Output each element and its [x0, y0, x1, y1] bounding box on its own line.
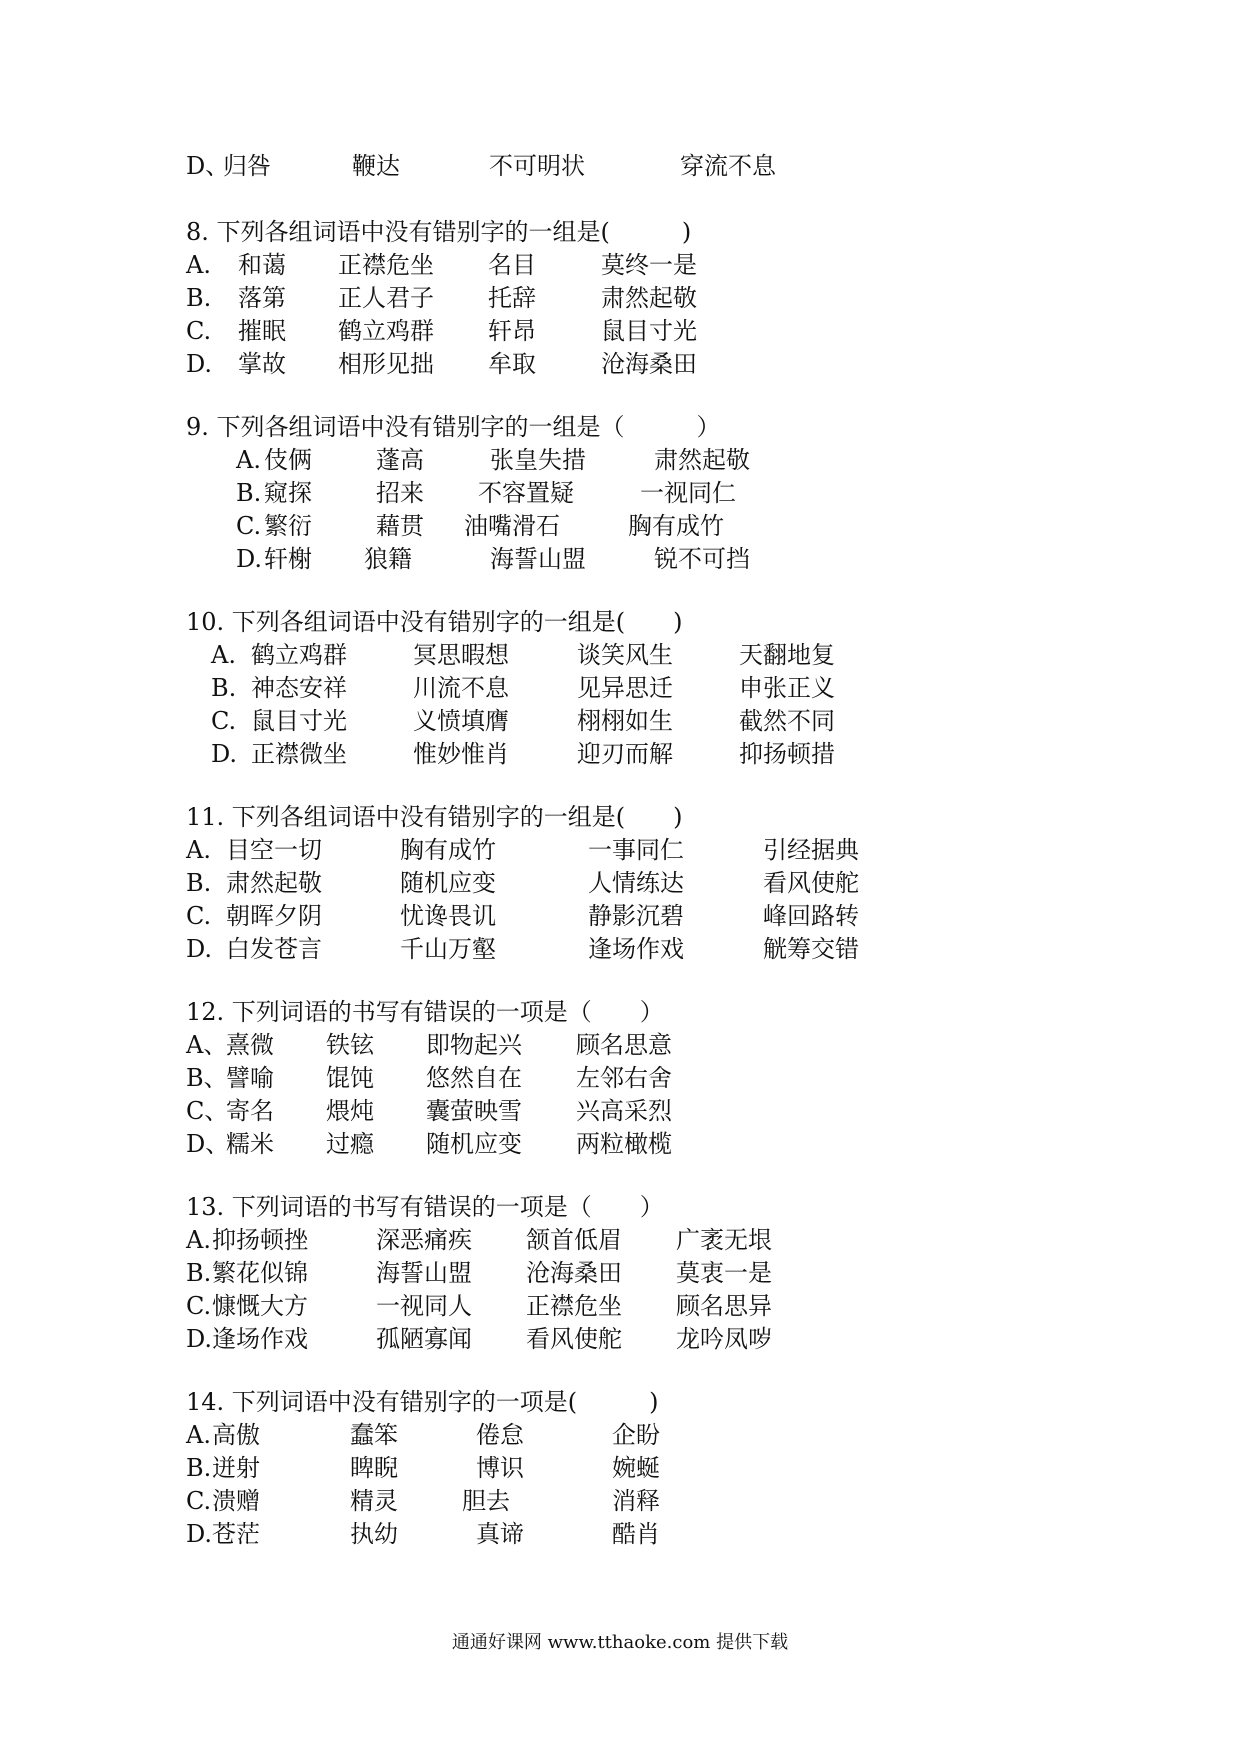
option-word: 深恶痛疾 — [376, 1226, 472, 1254]
option-word: 正襟危坐 — [526, 1292, 622, 1320]
option-label: C. — [186, 902, 212, 930]
option-word: 名目 — [488, 251, 536, 279]
option-word: 招来 — [376, 479, 424, 507]
option-word: 即物起兴 — [426, 1031, 522, 1059]
option-word: 颔首低眉 — [526, 1226, 622, 1254]
option-label: A. — [186, 251, 211, 279]
option-word: 锐不可挡 — [654, 545, 750, 573]
option-label: D. — [211, 740, 238, 768]
option-word: 落第 — [238, 284, 286, 312]
option-word: 肃然起敬 — [601, 284, 697, 312]
option-label: A. — [186, 1421, 211, 1449]
option-word: 见异思迁 — [577, 674, 673, 702]
option-word: 寄名 — [226, 1097, 274, 1125]
option-word: 熹微 — [226, 1031, 274, 1059]
option-word: 顾名思异 — [676, 1292, 772, 1320]
option-word: 沧海桑田 — [601, 350, 697, 378]
option-label: B. — [186, 1454, 212, 1482]
option-line-top — [186, 150, 1086, 182]
option-line — [186, 1062, 1086, 1094]
option-word: 随机应变 — [400, 869, 496, 897]
option-label: D. — [186, 1520, 213, 1548]
option-word: 白发苍言 — [226, 935, 322, 963]
option-line — [186, 900, 1086, 932]
option-word: 龙吟凤哕 — [676, 1325, 772, 1353]
option-word: 惟妙惟肖 — [413, 740, 509, 768]
option-label: C、 — [186, 1097, 229, 1125]
option-word: 胆去 — [462, 1487, 510, 1515]
option-word: 一事同仁 — [588, 836, 684, 864]
option-label: B. — [211, 674, 237, 702]
option-word: 正襟微坐 — [251, 740, 347, 768]
option-line — [186, 282, 1086, 314]
option-label: C. — [236, 512, 262, 540]
option-label: B. — [186, 284, 212, 312]
option-word: 蠢笨 — [350, 1421, 398, 1449]
option-label: D、 — [186, 1130, 230, 1158]
question-title: 12. 下列词语的书写有错误的一项是（ ） — [186, 998, 664, 1026]
option-word: 看风使舵 — [763, 869, 859, 897]
option-word: 一视同人 — [376, 1292, 472, 1320]
option-line — [186, 249, 1086, 281]
option-word: 企盼 — [612, 1421, 660, 1449]
option-word: 申张正义 — [739, 674, 835, 702]
option-word: 鹤立鸡群 — [251, 641, 347, 669]
option-word: 酷肖 — [612, 1520, 660, 1548]
option-word: 目空一切 — [226, 836, 322, 864]
option-label: C. — [186, 1292, 212, 1320]
option-word: 沧海桑田 — [526, 1259, 622, 1287]
option-line — [186, 1224, 1086, 1256]
option-word: 轩榭 — [264, 545, 312, 573]
option-word: 兴高采烈 — [576, 1097, 672, 1125]
option-word: 譬喻 — [226, 1064, 274, 1092]
option-word: 睥睨 — [350, 1454, 398, 1482]
option-line — [186, 1290, 1086, 1322]
option-word: 繁衍 — [264, 512, 312, 540]
option-line — [186, 315, 1086, 347]
option-word: 悠然自在 — [426, 1064, 522, 1092]
option-word: 归咎 — [223, 152, 271, 180]
option-word: 肃然起敬 — [226, 869, 322, 897]
option-label: C. — [211, 707, 237, 735]
option-label: D. — [186, 1325, 213, 1353]
option-word: 鼠目寸光 — [601, 317, 697, 345]
option-word: 蓬高 — [376, 446, 424, 474]
option-word: 随机应变 — [426, 1130, 522, 1158]
option-line — [211, 705, 1086, 737]
option-word: 托辞 — [488, 284, 536, 312]
option-word: 煨炖 — [326, 1097, 374, 1125]
option-label: A. — [186, 1226, 211, 1254]
option-word: 慷慨大方 — [212, 1292, 308, 1320]
option-word: 正人君子 — [338, 284, 434, 312]
option-label: B、 — [186, 1064, 228, 1092]
option-line — [211, 738, 1086, 770]
option-line — [186, 834, 1086, 866]
option-label: C. — [186, 1487, 212, 1515]
option-word: 狼籍 — [364, 545, 412, 573]
option-word: 两粒橄榄 — [576, 1130, 672, 1158]
option-word: 糯米 — [226, 1130, 274, 1158]
option-word: 顾名思意 — [576, 1031, 672, 1059]
option-word: 肃然起敬 — [654, 446, 750, 474]
option-word: 轩昂 — [488, 317, 536, 345]
option-word: 义愤填膺 — [413, 707, 509, 735]
option-word: 高傲 — [212, 1421, 260, 1449]
option-word: 左邻右舍 — [576, 1064, 672, 1092]
option-word: 不可明状 — [489, 152, 585, 180]
option-line — [186, 1095, 1086, 1127]
option-word: 截然不同 — [739, 707, 835, 735]
option-word: 抑扬顿挫 — [212, 1226, 308, 1254]
option-line — [186, 1518, 1086, 1550]
option-word: 婉蜒 — [612, 1454, 660, 1482]
option-word: 铁铉 — [326, 1031, 374, 1059]
option-word: 消释 — [612, 1487, 660, 1515]
option-line — [186, 1323, 1086, 1355]
option-word: 掌故 — [238, 350, 286, 378]
option-word: 广袤无垠 — [676, 1226, 772, 1254]
option-word: 峰回路转 — [763, 902, 859, 930]
option-word: 胸有成竹 — [628, 512, 724, 540]
option-label: A. — [186, 836, 211, 864]
option-word: 朝晖夕阴 — [226, 902, 322, 930]
option-word: 真谛 — [476, 1520, 524, 1548]
option-word: 鞭达 — [352, 152, 400, 180]
option-line — [236, 510, 1086, 542]
option-word: 看风使舵 — [526, 1325, 622, 1353]
option-line — [236, 444, 1086, 476]
option-line — [186, 1257, 1086, 1289]
option-word: 精灵 — [350, 1487, 398, 1515]
option-word: 伎俩 — [264, 446, 312, 474]
option-word: 逢场作戏 — [588, 935, 684, 963]
option-word: 静影沉碧 — [588, 902, 684, 930]
question-title: 14. 下列词语中没有错别字的一项是( ) — [186, 1388, 659, 1416]
option-line — [186, 1419, 1086, 1451]
option-word: 迎刃而解 — [577, 740, 673, 768]
option-word: 一视同仁 — [640, 479, 736, 507]
option-line — [186, 348, 1086, 380]
option-word: 神态安祥 — [251, 674, 347, 702]
option-word: 鹤立鸡群 — [338, 317, 434, 345]
option-word: 千山万壑 — [400, 935, 496, 963]
page-footer: 通通好课网 www.tthaoke.com 提供下载 — [451, 1632, 789, 1653]
question-title: 9. 下列各组词语中没有错别字的一组是（ ） — [186, 413, 721, 441]
option-word: 天翻地复 — [739, 641, 835, 669]
option-word: 冥思暇想 — [413, 641, 509, 669]
option-word: 不容置疑 — [478, 479, 574, 507]
option-word: 牟取 — [488, 350, 536, 378]
option-label: C. — [186, 317, 212, 345]
option-word: 和蔼 — [238, 251, 286, 279]
option-word: 孤陋寡闻 — [376, 1325, 472, 1353]
option-word: 胸有成竹 — [400, 836, 496, 864]
option-label: D. — [186, 350, 213, 378]
option-word: 博识 — [476, 1454, 524, 1482]
option-word: 摧眠 — [238, 317, 286, 345]
option-line — [211, 639, 1086, 671]
option-word: 鼠目寸光 — [251, 707, 347, 735]
option-line — [186, 1452, 1086, 1484]
question-title: 13. 下列词语的书写有错误的一项是（ ） — [186, 1193, 664, 1221]
option-word: 相形见拙 — [338, 350, 434, 378]
option-label: B. — [236, 479, 262, 507]
option-word: 莫终一是 — [601, 251, 697, 279]
option-word: 油嘴滑石 — [464, 512, 560, 540]
option-word: 海誓山盟 — [376, 1259, 472, 1287]
option-word: 海誓山盟 — [490, 545, 586, 573]
option-line — [236, 543, 1086, 575]
question-title: 10. 下列各组词语中没有错别字的一组是( ) — [186, 608, 683, 636]
option-word: 溃赠 — [212, 1487, 260, 1515]
option-word: 引经据典 — [763, 836, 859, 864]
option-line — [186, 1485, 1086, 1517]
option-line — [186, 933, 1086, 965]
option-line — [186, 1029, 1086, 1061]
option-word: 窥探 — [264, 479, 312, 507]
option-word: 正襟危坐 — [338, 251, 434, 279]
option-label: D、 — [186, 152, 230, 180]
option-label: D. — [186, 935, 213, 963]
option-word: 倦怠 — [476, 1421, 524, 1449]
option-label: A. — [211, 641, 236, 669]
option-word: 穿流不息 — [680, 152, 776, 180]
option-line — [211, 672, 1086, 704]
option-word: 执幼 — [350, 1520, 398, 1548]
option-label: D. — [236, 545, 263, 573]
option-word: 栩栩如生 — [577, 707, 673, 735]
option-word: 苍茫 — [212, 1520, 260, 1548]
option-word: 觥筹交错 — [763, 935, 859, 963]
option-word: 繁花似锦 — [212, 1259, 308, 1287]
option-label: B. — [186, 869, 212, 897]
option-line — [186, 1128, 1086, 1160]
option-word: 忧谗畏讥 — [400, 902, 496, 930]
option-word: 张皇失措 — [490, 446, 586, 474]
option-word: 馄饨 — [326, 1064, 374, 1092]
option-word: 谈笑风生 — [577, 641, 673, 669]
option-word: 逢场作戏 — [212, 1325, 308, 1353]
option-word: 莫衷一是 — [676, 1259, 772, 1287]
option-label: A、 — [186, 1031, 228, 1059]
option-label: A. — [236, 446, 261, 474]
option-line — [186, 867, 1086, 899]
option-word: 过瘾 — [326, 1130, 374, 1158]
option-line — [236, 477, 1086, 509]
option-word: 川流不息 — [413, 674, 509, 702]
option-word: 人情练达 — [588, 869, 684, 897]
option-word: 迸射 — [212, 1454, 260, 1482]
question-title: 11. 下列各组词语中没有错别字的一组是( ) — [186, 803, 683, 831]
option-word: 囊萤映雪 — [426, 1097, 522, 1125]
option-label: B. — [186, 1259, 212, 1287]
option-word: 抑扬顿措 — [739, 740, 835, 768]
option-word: 藉贯 — [376, 512, 424, 540]
question-title: 8. 下列各组词语中没有错别字的一组是( ) — [186, 218, 692, 246]
